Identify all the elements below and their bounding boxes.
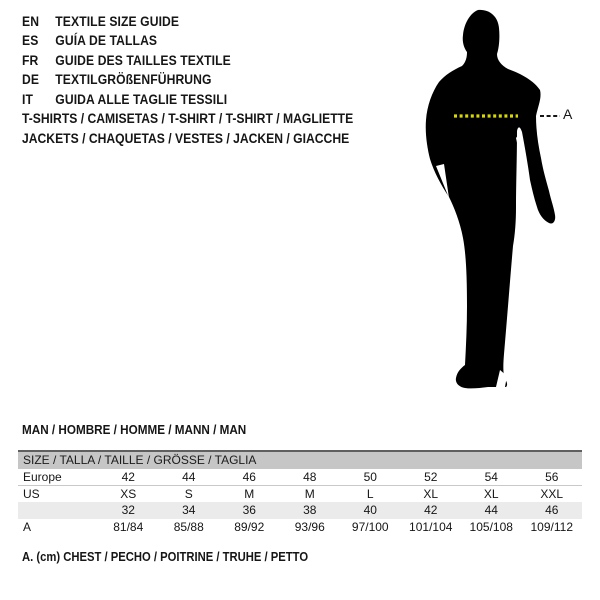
language-code: IT (22, 91, 33, 107)
size-cell: 56 (545, 470, 559, 484)
language-label: TEXTILGRÖßENFÜHRUNG (55, 72, 212, 88)
size-table-header: SIZE / TALLA / TAILLE / GRÖSSE / TAGLIA (18, 452, 582, 469)
size-cell: 54 (484, 470, 498, 484)
row-label: A (23, 519, 32, 534)
category-line: JACKETS / CHAQUETAS / VESTES / JACKEN / GIACCHE (22, 130, 350, 146)
size-cell: 50 (363, 470, 377, 484)
size-cell: XS (120, 486, 137, 501)
category-line: T-SHIRTS / CAMISETAS / T-SHIRT / T-SHIRT / MAGLIETTE (22, 111, 354, 126)
man-silhouette-icon (390, 8, 600, 393)
size-cell: 40 (363, 503, 377, 517)
row-label: US (23, 486, 40, 501)
category-list (22, 109, 353, 148)
size-cell: S (184, 486, 193, 501)
measure-label-a: A (563, 106, 573, 122)
size-cell: 36 (242, 503, 256, 517)
size-cell: M (304, 486, 315, 501)
language-row (22, 90, 231, 109)
size-table-body (18, 469, 582, 535)
size-table (18, 450, 582, 535)
size-cell: 48 (303, 470, 317, 484)
size-cell: L (366, 486, 374, 501)
language-code: ES (22, 33, 39, 49)
size-cell: 85/88 (173, 519, 204, 534)
table-row (18, 502, 582, 519)
language-row (22, 51, 231, 70)
size-cell: 38 (303, 503, 317, 517)
size-cell: 46 (545, 503, 559, 517)
language-code: DE (22, 72, 40, 88)
table-row (18, 519, 582, 536)
size-cell: 93/96 (294, 519, 325, 534)
size-cell: 52 (424, 470, 438, 484)
size-cell: 34 (182, 503, 196, 517)
language-label: GUÍA DE TALLAS (55, 33, 158, 49)
size-cell: 97/100 (351, 519, 389, 534)
size-cell: XL (423, 486, 439, 501)
footnote: A. (cm) CHEST / PECHO / POITRINE / TRUHE / PETTO (22, 550, 309, 564)
table-row (18, 486, 582, 503)
language-label: GUIDE DES TAILLES TEXTILE (55, 52, 231, 68)
table-row (18, 469, 582, 486)
row-label: Europe (23, 470, 62, 484)
size-cell: XXL (540, 486, 564, 501)
section-title: MAN / HOMBRE / HOMME / MANN / MAN (22, 422, 247, 437)
size-cell: 44 (484, 503, 498, 517)
row-label (18, 502, 98, 519)
size-cell: XL (483, 486, 499, 501)
size-cell: 44 (182, 470, 196, 484)
size-cell: 42 (121, 470, 135, 484)
language-code: FR (22, 52, 39, 68)
language-row (22, 31, 231, 50)
size-cell: 81/84 (113, 519, 144, 534)
size-cell: 89/92 (234, 519, 265, 534)
language-row (22, 12, 231, 31)
size-cell: 46 (242, 470, 256, 484)
man-silhouette-body (426, 10, 555, 389)
size-cell: 42 (424, 503, 438, 517)
language-label: GUIDA ALLE TAGLIE TESSILI (55, 91, 228, 107)
size-cell: 105/108 (469, 519, 513, 534)
language-code: EN (22, 14, 40, 29)
size-cell: 32 (121, 503, 135, 517)
size-cell: 101/104 (409, 519, 453, 534)
language-label: TEXTILE SIZE GUIDE (55, 14, 180, 29)
language-row (22, 70, 231, 89)
size-cell: 109/112 (530, 519, 573, 534)
language-list (22, 12, 231, 109)
man-figure (390, 8, 600, 393)
size-cell: M (244, 486, 255, 501)
